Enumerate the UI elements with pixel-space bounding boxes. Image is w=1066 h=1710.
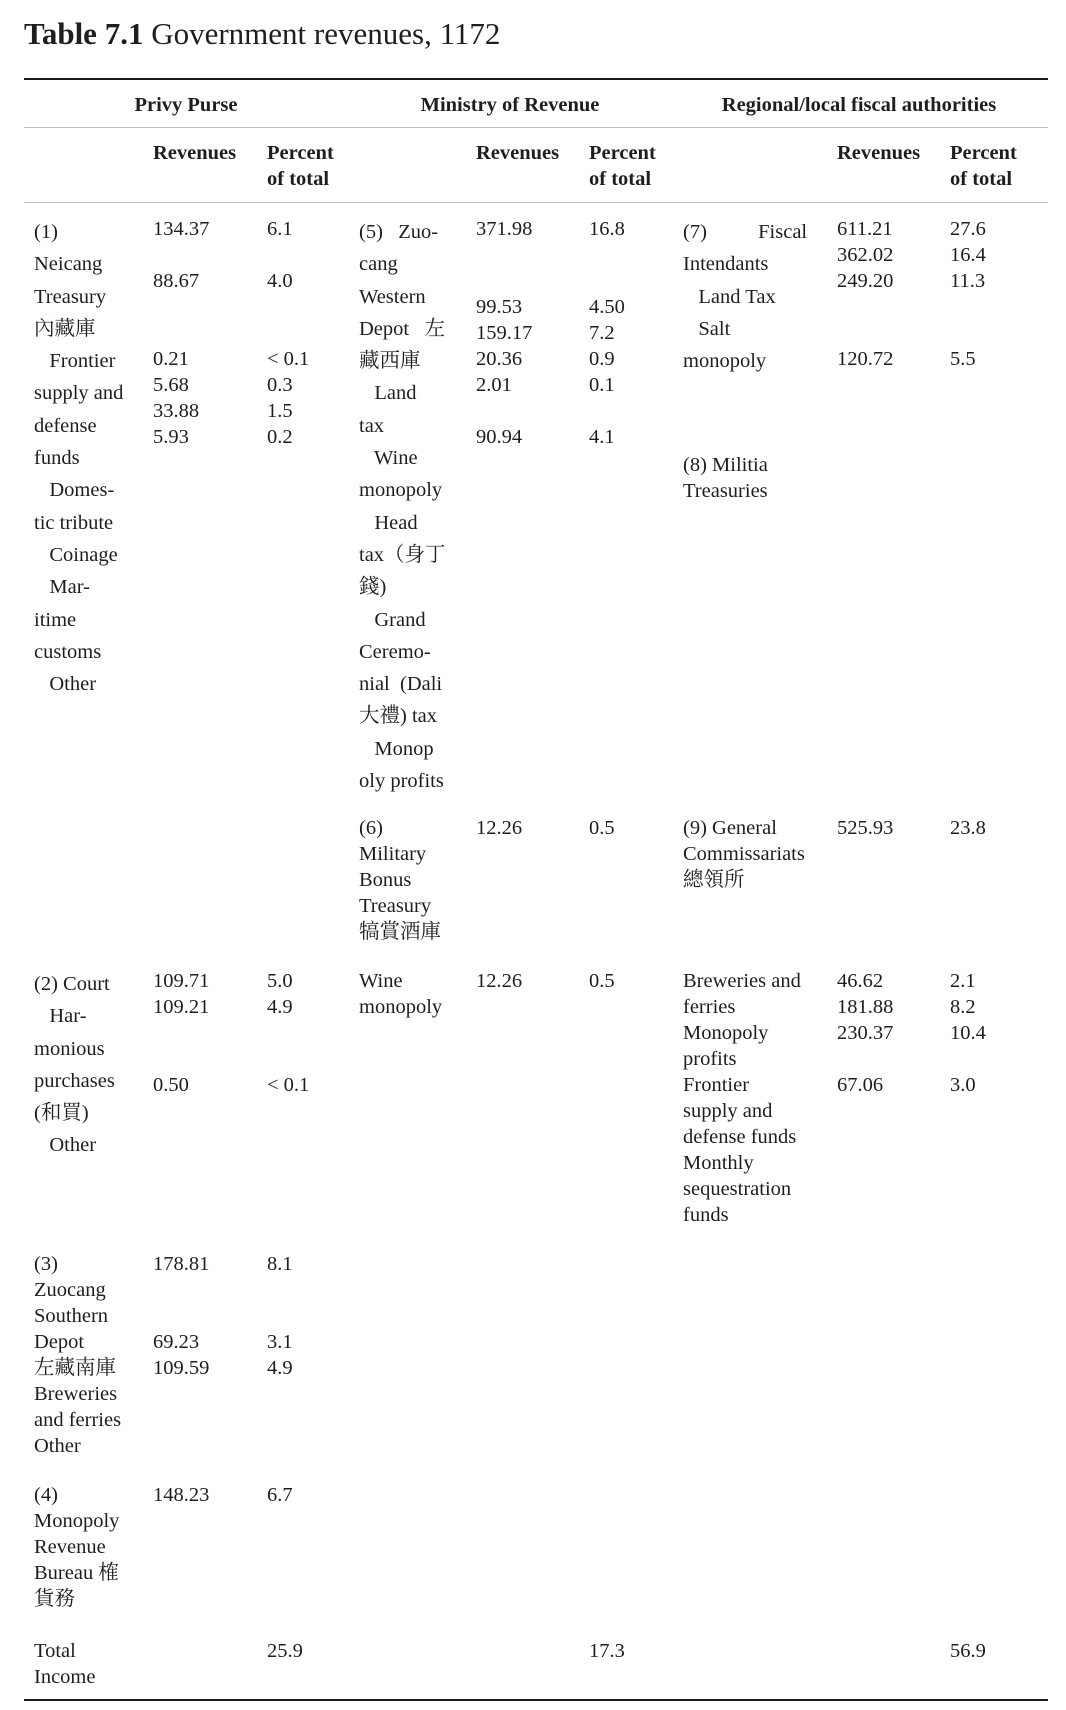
cell-revenue: 148.23 [153,1484,210,1506]
row-label-regional-sub-items: Breweries and ferries Monopoly profits Frontier supply and defense funds Monthly sequestration funds [683,970,801,1226]
cell-revenue-list: 611.21 362.02 249.20 [837,218,894,292]
cell-revenue: 67.06 [837,1074,884,1096]
group-header-privy-purse: Privy Purse [134,94,238,116]
cell-percent: 0.5 [589,817,615,839]
table-title [24,16,500,52]
group-header-ministry-of-revenue: Ministry of Revenue [420,94,600,116]
total-regional-percent: 56.9 [950,1640,986,1662]
row-label-general-commissariats: (9) General Commissariats 總領所 [683,817,805,891]
column-header-rule [24,202,1048,203]
cell-revenue-list: 46.62 181.88 230.37 [837,970,894,1044]
cell-percent-list: 4.50 7.2 0.9 0.1 [589,296,625,396]
col-header-privy-percent: Percent of total [267,142,334,190]
total-ministry-percent: 17.3 [589,1640,625,1662]
bottom-rule [24,1699,1048,1701]
table-number: Table 7.1 [24,16,144,51]
cell-percent-list: 27.6 16.4 11.3 [950,218,986,292]
cell-percent-list: < 0.1 0.3 1.5 0.2 [267,348,310,448]
cell-revenue: 134.37 [153,218,210,240]
cell-revenue-list: 69.23 109.59 [153,1331,210,1379]
cell-revenue: 120.72 [837,348,894,370]
cell-percent-list: 2.1 8.2 10.4 [950,970,986,1044]
cell-percent-list: 5.0 4.9 [267,970,293,1018]
row-label-militia-treasuries: (8) Militia Treasuries [683,454,768,502]
row-label-neicang-treasury: (1) Neicang Treasury 內藏庫 Frontier supply and defense funds Domes- tic tribute Coinage Mar- itime customs Other [34,221,124,696]
cell-percent: 8.1 [267,1253,293,1275]
top-rule [24,78,1048,80]
col-header-privy-revenues: Revenues [153,142,237,164]
row-label-fiscal-intendants: (7) Fiscal Intendants Land Tax Salt monopoly [683,221,808,373]
cell-revenue: 88.67 [153,270,200,292]
group-header-regional-authorities: Regional/local fiscal authorities [721,94,997,116]
row-label-total-income: Total Income [34,1640,96,1688]
cell-percent: 3.0 [950,1074,976,1096]
col-header-ministry-revenues: Revenues [476,142,560,164]
cell-revenue: 0.50 [153,1074,189,1096]
cell-percent: 6.1 [267,218,293,240]
cell-percent: 16.8 [589,218,625,240]
cell-revenue: 12.26 [476,817,523,839]
cell-percent: 4.0 [267,270,293,292]
col-header-ministry-percent: Percent of total [589,142,656,190]
col-header-regional-revenues: Revenues [837,142,921,164]
cell-percent: 4.1 [589,426,615,448]
row-label-zuocang-southern-depot: (3) Zuocang Southern Depot 左藏南庫 Breweries and ferries Other [34,1253,122,1457]
row-label-monopoly-revenue-bureau: (4) Monopoly Revenue Bureau 榷 貨務 [34,1484,120,1610]
cell-percent: 23.8 [950,817,986,839]
cell-revenue-list: 0.21 5.68 33.88 5.93 [153,348,200,448]
cell-revenue-list: 99.53 159.17 20.36 2.01 [476,296,533,396]
cell-percent: 6.7 [267,1484,293,1506]
table-caption: Government revenues, 1172 [151,16,501,51]
cell-percent: 5.5 [950,348,976,370]
cell-revenue: 371.98 [476,218,533,240]
cell-percent-list: 3.1 4.9 [267,1331,293,1379]
cell-revenue-list: 109.71 109.21 [153,970,210,1018]
row-label-court: (2) Court Har- monious purchases (和買) Other [34,973,115,1157]
total-privy-percent: 25.9 [267,1640,303,1662]
row-label-zuocang-western-depot: (5) Zuo- cang Western Depot 左 藏西庫 Land tax Wine monopoly Head tax（身丁 錢) Grand Ceremo- nial (Dali 大禮) tax Monop oly profits [359,221,446,793]
row-label-military-bonus-treasury: (6) Military Bonus Treasury 犒賞酒庫 [359,817,441,943]
cell-revenue: 90.94 [476,426,523,448]
col-header-regional-percent: Percent of total [950,142,1017,190]
cell-revenue: 12.26 [476,970,523,992]
cell-revenue: 525.93 [837,817,894,839]
row-label-wine-monopoly: Wine monopoly [359,970,443,1018]
cell-percent: < 0.1 [267,1074,310,1096]
cell-revenue: 178.81 [153,1253,210,1275]
cell-percent: 0.5 [589,970,615,992]
group-header-rule [24,127,1048,128]
